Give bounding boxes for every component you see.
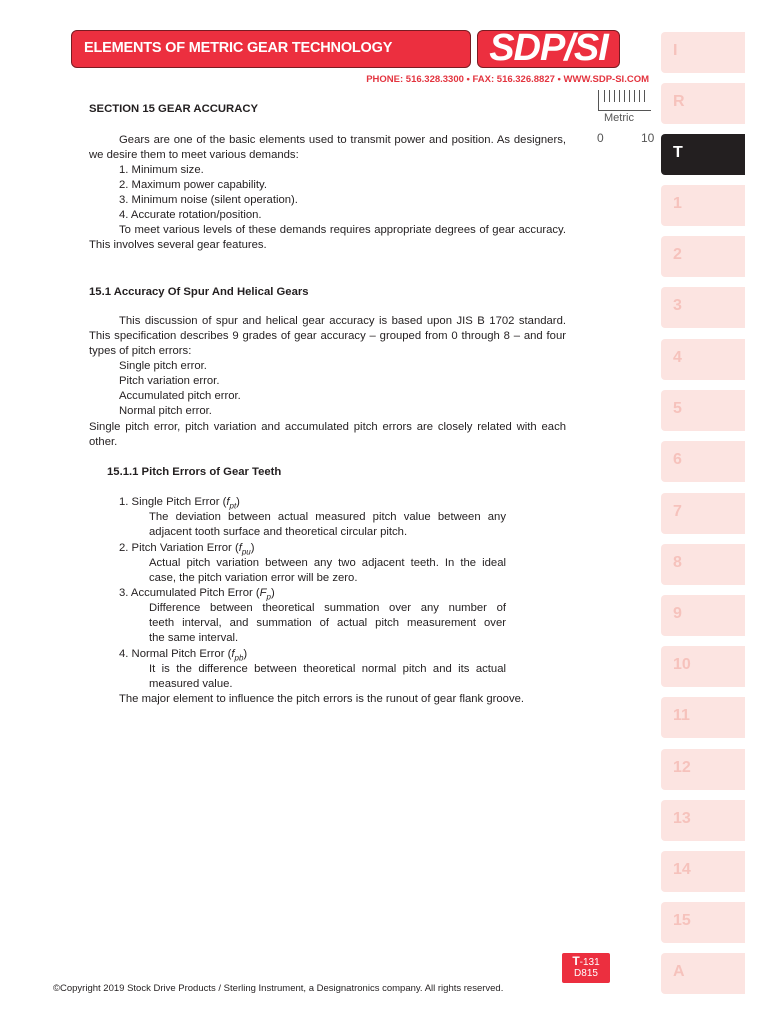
error-type-item: Single pitch error. [119, 360, 207, 372]
pitch-error-heading: 3. Accumulated Pitch Error $(F_p)$ [119, 587, 275, 602]
tab-9[interactable]: 9 [661, 595, 745, 636]
scale-min: 0 [597, 131, 604, 145]
tab-10[interactable]: 10 [661, 646, 745, 687]
pitch-error-description: measured value. [149, 678, 233, 690]
demand-item: 3. Minimum noise (silent operation). [119, 194, 298, 206]
subsection-closing: Single pitch error, pitch variation and accumulated pitch errors are closely related with each other. [89, 421, 566, 448]
page-number: -131 [579, 957, 600, 968]
scale-ticks [598, 90, 651, 111]
pitch-error-description: Actual pitch variation between any two adjacent teeth. In the ideal [149, 557, 506, 569]
sdpsi-logo: SDP/SI [489, 27, 608, 69]
subsection-title: 15.1 Accuracy Of Spur And Helical Gears [89, 286, 309, 298]
pitch-error-heading: 2. Pitch Variation Error $(f_{pu})$ [119, 542, 255, 557]
pitch-error-description: Difference between theoretical summation over any number of [149, 602, 506, 614]
scale-max: 10 [641, 131, 655, 145]
intro-paragraph: Gears are one of the basic elements used to transmit power and position. As designers, we desire them to meet various demands: [89, 134, 566, 161]
tab-14[interactable]: 14 [661, 851, 745, 892]
header-title: ELEMENTS OF METRIC GEAR TECHNOLOGY [84, 40, 393, 56]
tab-1[interactable]: 1 [661, 185, 745, 226]
tab-2[interactable]: 2 [661, 236, 745, 277]
error-type-item: Normal pitch error. [119, 405, 212, 417]
scale-label: Metric [604, 112, 634, 124]
tab-3[interactable]: 3 [661, 287, 745, 328]
error-type-item: Accumulated pitch error. [119, 390, 241, 402]
tab-15[interactable]: 15 [661, 902, 745, 943]
tab-11[interactable]: 11 [661, 697, 745, 738]
demand-item: 2. Maximum power capability. [119, 179, 267, 191]
pitch-error-description: The deviation between actual measured pitch value between any [149, 511, 506, 523]
metric-scale-icon [598, 90, 650, 126]
tab-7[interactable]: 7 [661, 493, 745, 534]
tab-a[interactable]: A [661, 953, 745, 994]
pitch-closing: The major element to influence the pitch errors is the runout of gear flank groove. [119, 693, 525, 705]
tab-8[interactable]: 8 [661, 544, 745, 585]
error-type-item: Pitch variation error. [119, 375, 220, 387]
demand-item: 4. Accurate rotation/position. [119, 209, 262, 221]
pitch-error-heading: 4. Normal Pitch Error $(f_{pb})$ [119, 648, 248, 663]
tab-t[interactable]: T [661, 134, 745, 175]
tab-r[interactable]: R [661, 83, 745, 124]
pitch-error-description: case, the pitch variation error will be zero. [149, 572, 358, 584]
pitch-error-description: adjacent tooth surface and theoretical circular pitch. [149, 526, 408, 538]
tab-12[interactable]: 12 [661, 749, 745, 790]
tab-6[interactable]: 6 [661, 441, 745, 482]
pitch-error-description: the same interval. [149, 632, 239, 644]
demand-closing: To meet various levels of these demands requires appropriate degrees of gear accuracy. This involves several gear features. [89, 224, 566, 251]
tab-4[interactable]: 4 [661, 339, 745, 380]
copyright: ©Copyright 2019 Stock Drive Products / Sterling Instrument, a Designatronics company. All rights reserved. [53, 983, 504, 994]
tab-i[interactable]: I [661, 32, 745, 73]
section-title: SECTION 15 GEAR ACCURACY [89, 103, 259, 115]
subsubsection-title: 15.1.1 Pitch Errors of Gear Teeth [107, 466, 282, 478]
contact-line: PHONE: 516.328.3300 • FAX: 516.326.8827 • WWW.SDP-SI.COM [366, 74, 649, 85]
page-prefix: T [572, 954, 580, 968]
page-number-badge [562, 953, 610, 983]
header-bar [71, 30, 471, 68]
tab-13[interactable]: 13 [661, 800, 745, 841]
pitch-error-description: teeth interval, and summation of actual pitch measurement over [149, 617, 506, 629]
demand-item: 1. Minimum size. [119, 164, 204, 176]
subsection-paragraph: This discussion of spur and helical gear accuracy is based upon JIS B 1702 standard. This specification describes 9 grades of gear accuracy – grouped from 0 through 8 – and four types of pitch errors: [89, 315, 566, 357]
tab-5[interactable]: 5 [661, 390, 745, 431]
pitch-error-description: It is the difference between theoretical normal pitch and its actual [149, 663, 506, 675]
pitch-error-heading: 1. Single Pitch Error $(f_{pt})$ [119, 496, 240, 511]
page-code: D815 [574, 968, 598, 979]
